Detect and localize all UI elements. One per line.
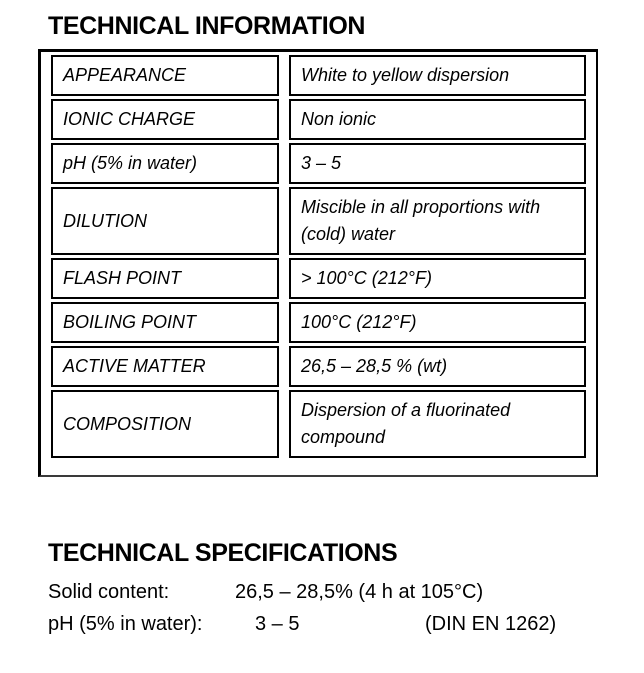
spec-line-solid-content <box>48 576 604 608</box>
row-label-flash-point: FLASH POINT <box>51 258 279 299</box>
spec-value: 3 – 5 <box>255 613 300 635</box>
technical-information-box <box>38 49 598 477</box>
spec-value: 26,5 – 28,5% (4 h at 105°C) <box>235 581 484 603</box>
row-value-appearance: White to yellow dispersion <box>289 55 586 96</box>
row-value-ionic-charge: Non ionic <box>289 99 586 140</box>
technical-information-table <box>41 52 596 461</box>
table-row <box>51 390 586 458</box>
row-label-dilution: DILUTION <box>51 187 279 255</box>
spec-label: Solid content: <box>48 581 170 603</box>
technical-information-title: TECHNICAL INFORMATION <box>48 12 366 40</box>
row-value-flash-point: > 100°C (212°F) <box>289 258 586 299</box>
table-row <box>51 346 586 387</box>
spec-line-ph <box>48 608 604 640</box>
technical-specifications-section <box>38 539 604 640</box>
document-body <box>38 12 604 640</box>
table-row <box>51 187 586 255</box>
table-row <box>51 143 586 184</box>
table-row <box>51 99 586 140</box>
spec-note: (DIN EN 1262) <box>425 613 557 635</box>
spec-label: pH (5% in water): <box>48 613 203 635</box>
row-label-appearance: APPEARANCE <box>51 55 279 96</box>
table-row <box>51 258 586 299</box>
row-label-boiling-point: BOILING POINT <box>51 302 279 343</box>
technical-specifications-title: TECHNICAL SPECIFICATIONS <box>48 539 398 567</box>
row-value-dilution: Miscible in all proportions with (cold) water <box>289 187 586 255</box>
row-label-ionic-charge: IONIC CHARGE <box>51 99 279 140</box>
row-value-active-matter: 26,5 – 28,5 % (wt) <box>289 346 586 387</box>
row-value-ph: 3 – 5 <box>289 143 586 184</box>
table-row <box>51 302 586 343</box>
row-value-composition: Dispersion of a fluorinated compound <box>289 390 586 458</box>
row-value-boiling-point: 100°C (212°F) <box>289 302 586 343</box>
row-label-composition: COMPOSITION <box>51 390 279 458</box>
row-label-ph: pH (5% in water) <box>51 143 279 184</box>
spec-lines <box>48 576 604 640</box>
table-row <box>51 55 586 96</box>
row-label-active-matter: ACTIVE MATTER <box>51 346 279 387</box>
